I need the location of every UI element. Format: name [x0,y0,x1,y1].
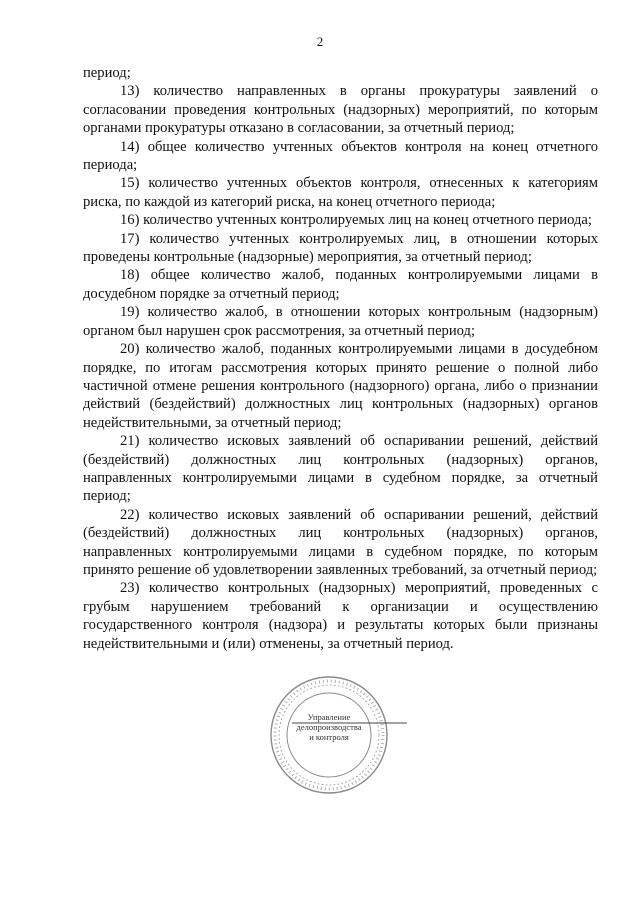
paragraph-continuation: период; [83,65,131,81]
list-item-13: 13) количество направленных в органы прокуратуры заявлений о согласовании проведения контрольных (надзорных) мероприятий, по которым органами прокуратуры отказано в согласовании, за отчетный период; [83,83,598,137]
list-item-23: 23) количество контрольных (надзорных) мероприятий, проведенных с грубым нарушением требований к организации и осуществлению государственного контроля (надзора) и результаты которых были признаны недействительными и (или) отменены, за отчетный период. [83,580,598,652]
list-item-21: 21) количество исковых заявлений об оспаривании решений, действий (бездействий) должностных лиц контрольных (надзорных) органов, направленных контролируемыми лицами в судебном порядке, за отчетный период; [83,433,598,505]
page-number: 2 [316,34,324,49]
list-item-20: 20) количество жалоб, поданных контролируемыми лицами в досудебном порядке, по итогам рассмотрения которых принято решение о полной либо частичной отмене решения контрольного (надзорного) органа, либо о признании действий (бездействий) должностных лиц контрольных (надзорных) органов недействительными, за отчетный период; [83,341,598,431]
stamp-line-3: и контроля [309,732,349,742]
official-stamp [262,670,412,800]
list-item-17: 17) количество учтенных контролируемых лиц, в отношении которых проведены контрольные (надзорные) мероприятия, за отчетный период; [83,230,598,266]
stamp-text [284,712,374,742]
list-item-15: 15) количество учтенных объектов контроля, отнесенных к категориям риска, по каждой из категорий риска, на конец отчетного периода; [83,175,598,210]
list-item-14: 14) общее количество учтенных объектов контроля на конец отчетного периода; [83,138,598,174]
list-item-16: 16) количество учтенных контролируемых лиц на конец отчетного периода; [120,212,592,229]
list-item-19: 19) количество жалоб, в отношении которых контрольным (надзорным) органом был нарушен срок рассмотрения, за отчетный период; [83,304,598,339]
document-body [83,64,598,653]
stamp-line-1: Управление [307,712,351,722]
list-item-22: 22) количество исковых заявлений об оспаривании решений, действий (бездействий) должностных лиц контрольных (надзорных) органов, направленных контролируемыми лицами в судебном порядке, по которым принято решение об удовлетворении заявленных требований, за отчетный период; [83,506,598,578]
list-item-18: 18) общее количество жалоб, поданных контролируемыми лицами в досудебном порядке за отчетный период; [83,267,598,302]
stamp-line-2: делопроизводства [296,722,362,732]
